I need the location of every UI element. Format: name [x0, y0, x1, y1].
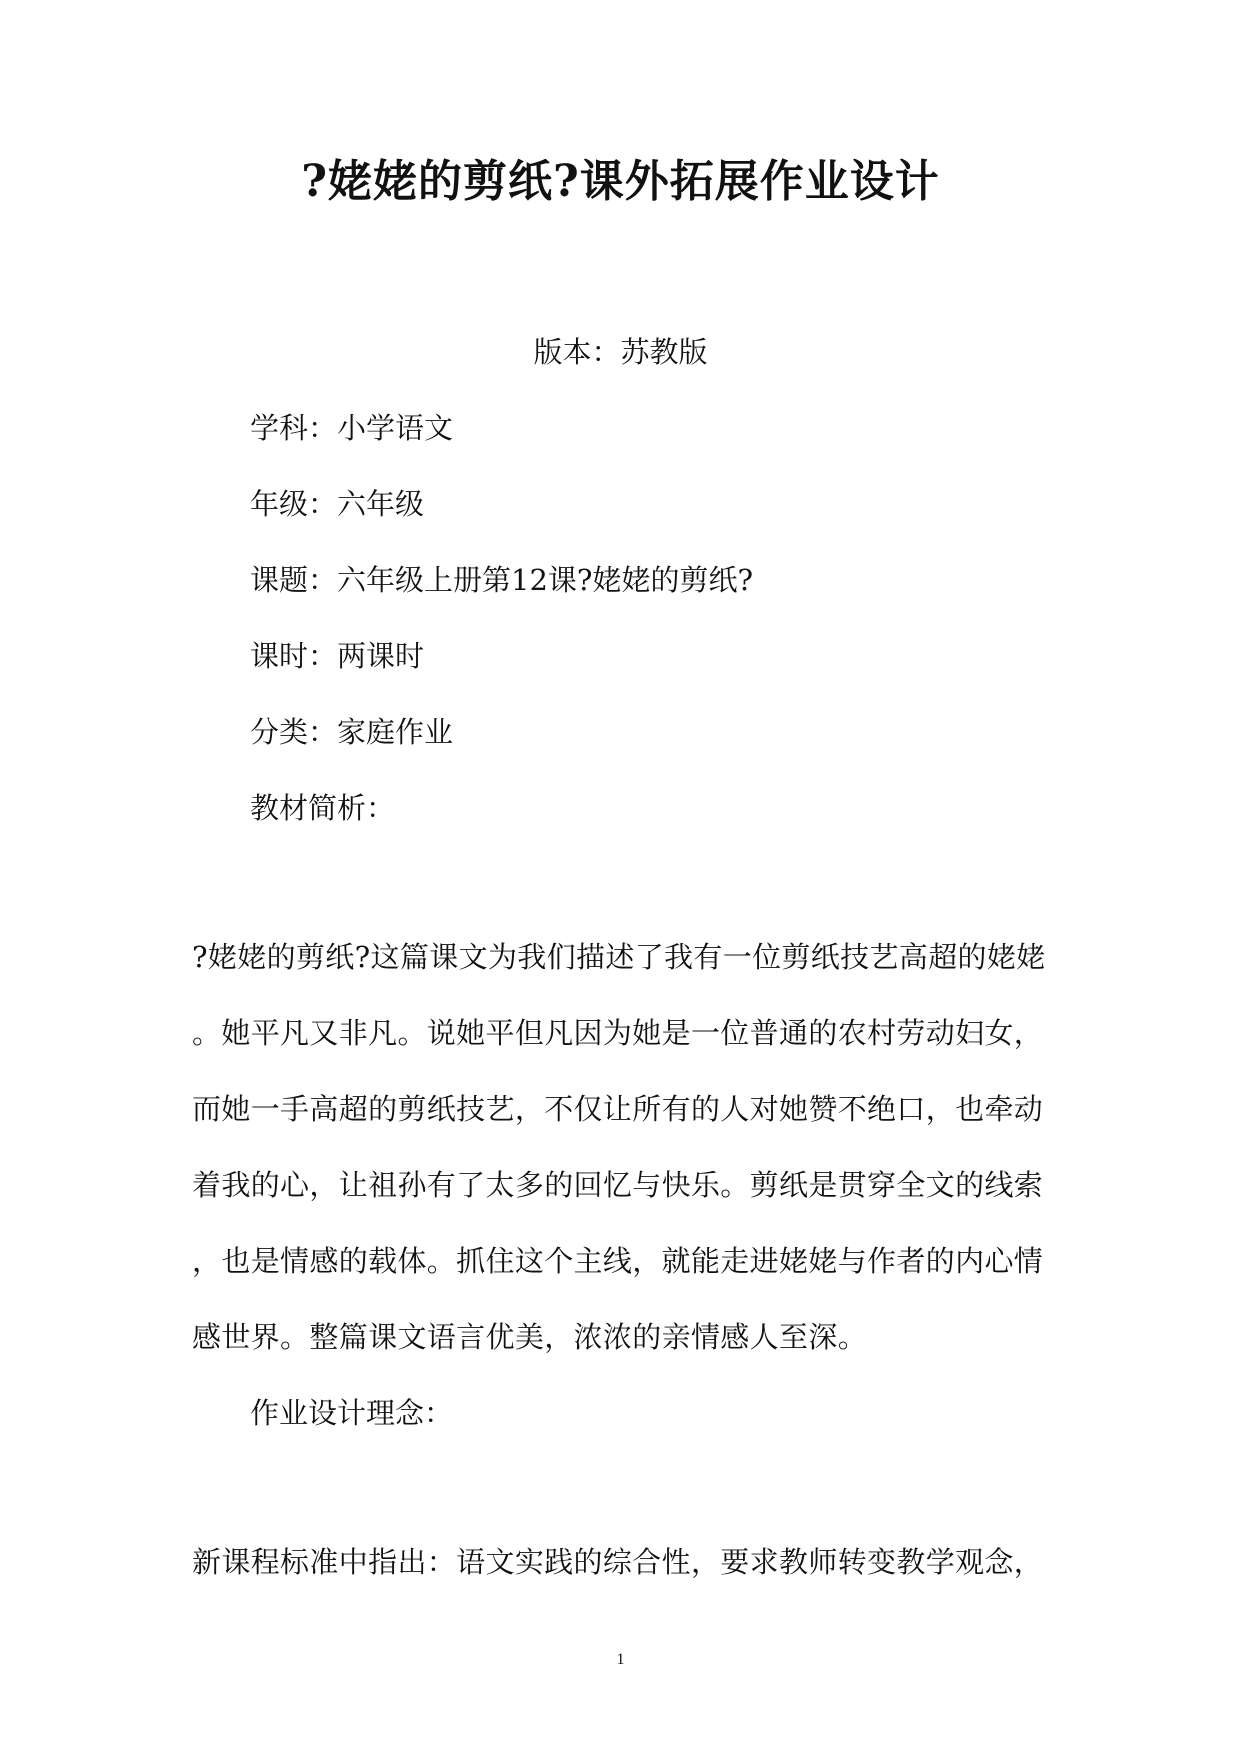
analysis-heading: 教材简析：: [250, 791, 396, 825]
grade-line: 年级：六年级: [250, 487, 425, 521]
subject-line: 学科：小学语文: [250, 411, 454, 445]
topic-line: 课题：六年级上册第12课?姥姥的剪纸?: [250, 563, 753, 597]
category-line: 分类：家庭作业: [250, 715, 454, 749]
analysis-paragraph-line: ，也是情感的载体。抓住这个主线，就能走进姥姥与作者的内心情: [192, 1244, 1044, 1278]
version-line: 版本：苏教版: [533, 335, 708, 369]
analysis-paragraph-line: 感世界。整篇课文语言优美，浓浓的亲情感人至深。: [192, 1320, 868, 1354]
analysis-paragraph-line: ?姥姥的剪纸?这篇课文为我们描述了我有一位剪纸技艺高超的姥姥: [192, 940, 1046, 974]
concept-heading: 作业设计理念：: [250, 1396, 454, 1430]
periods-line: 课时：两课时: [250, 639, 425, 673]
analysis-paragraph-line: 着我的心，让祖孙有了太多的回忆与快乐。剪纸是贯穿全文的线索: [192, 1168, 1044, 1202]
page-number: 1: [616, 1651, 625, 1668]
concept-paragraph-line: 新课程标准中指出：语文实践的综合性，要求教师转变教学观念，: [192, 1545, 1044, 1579]
document-title: ?姥姥的剪纸?课外拓展作业设计: [301, 156, 940, 207]
analysis-paragraph-line: 。她平凡又非凡。说她平但凡因为她是一位普通的农村劳动妇女，: [192, 1016, 1044, 1050]
analysis-paragraph-line: 而她一手高超的剪纸技艺，不仅让所有的人对她赞不绝口，也牵动: [192, 1092, 1044, 1126]
